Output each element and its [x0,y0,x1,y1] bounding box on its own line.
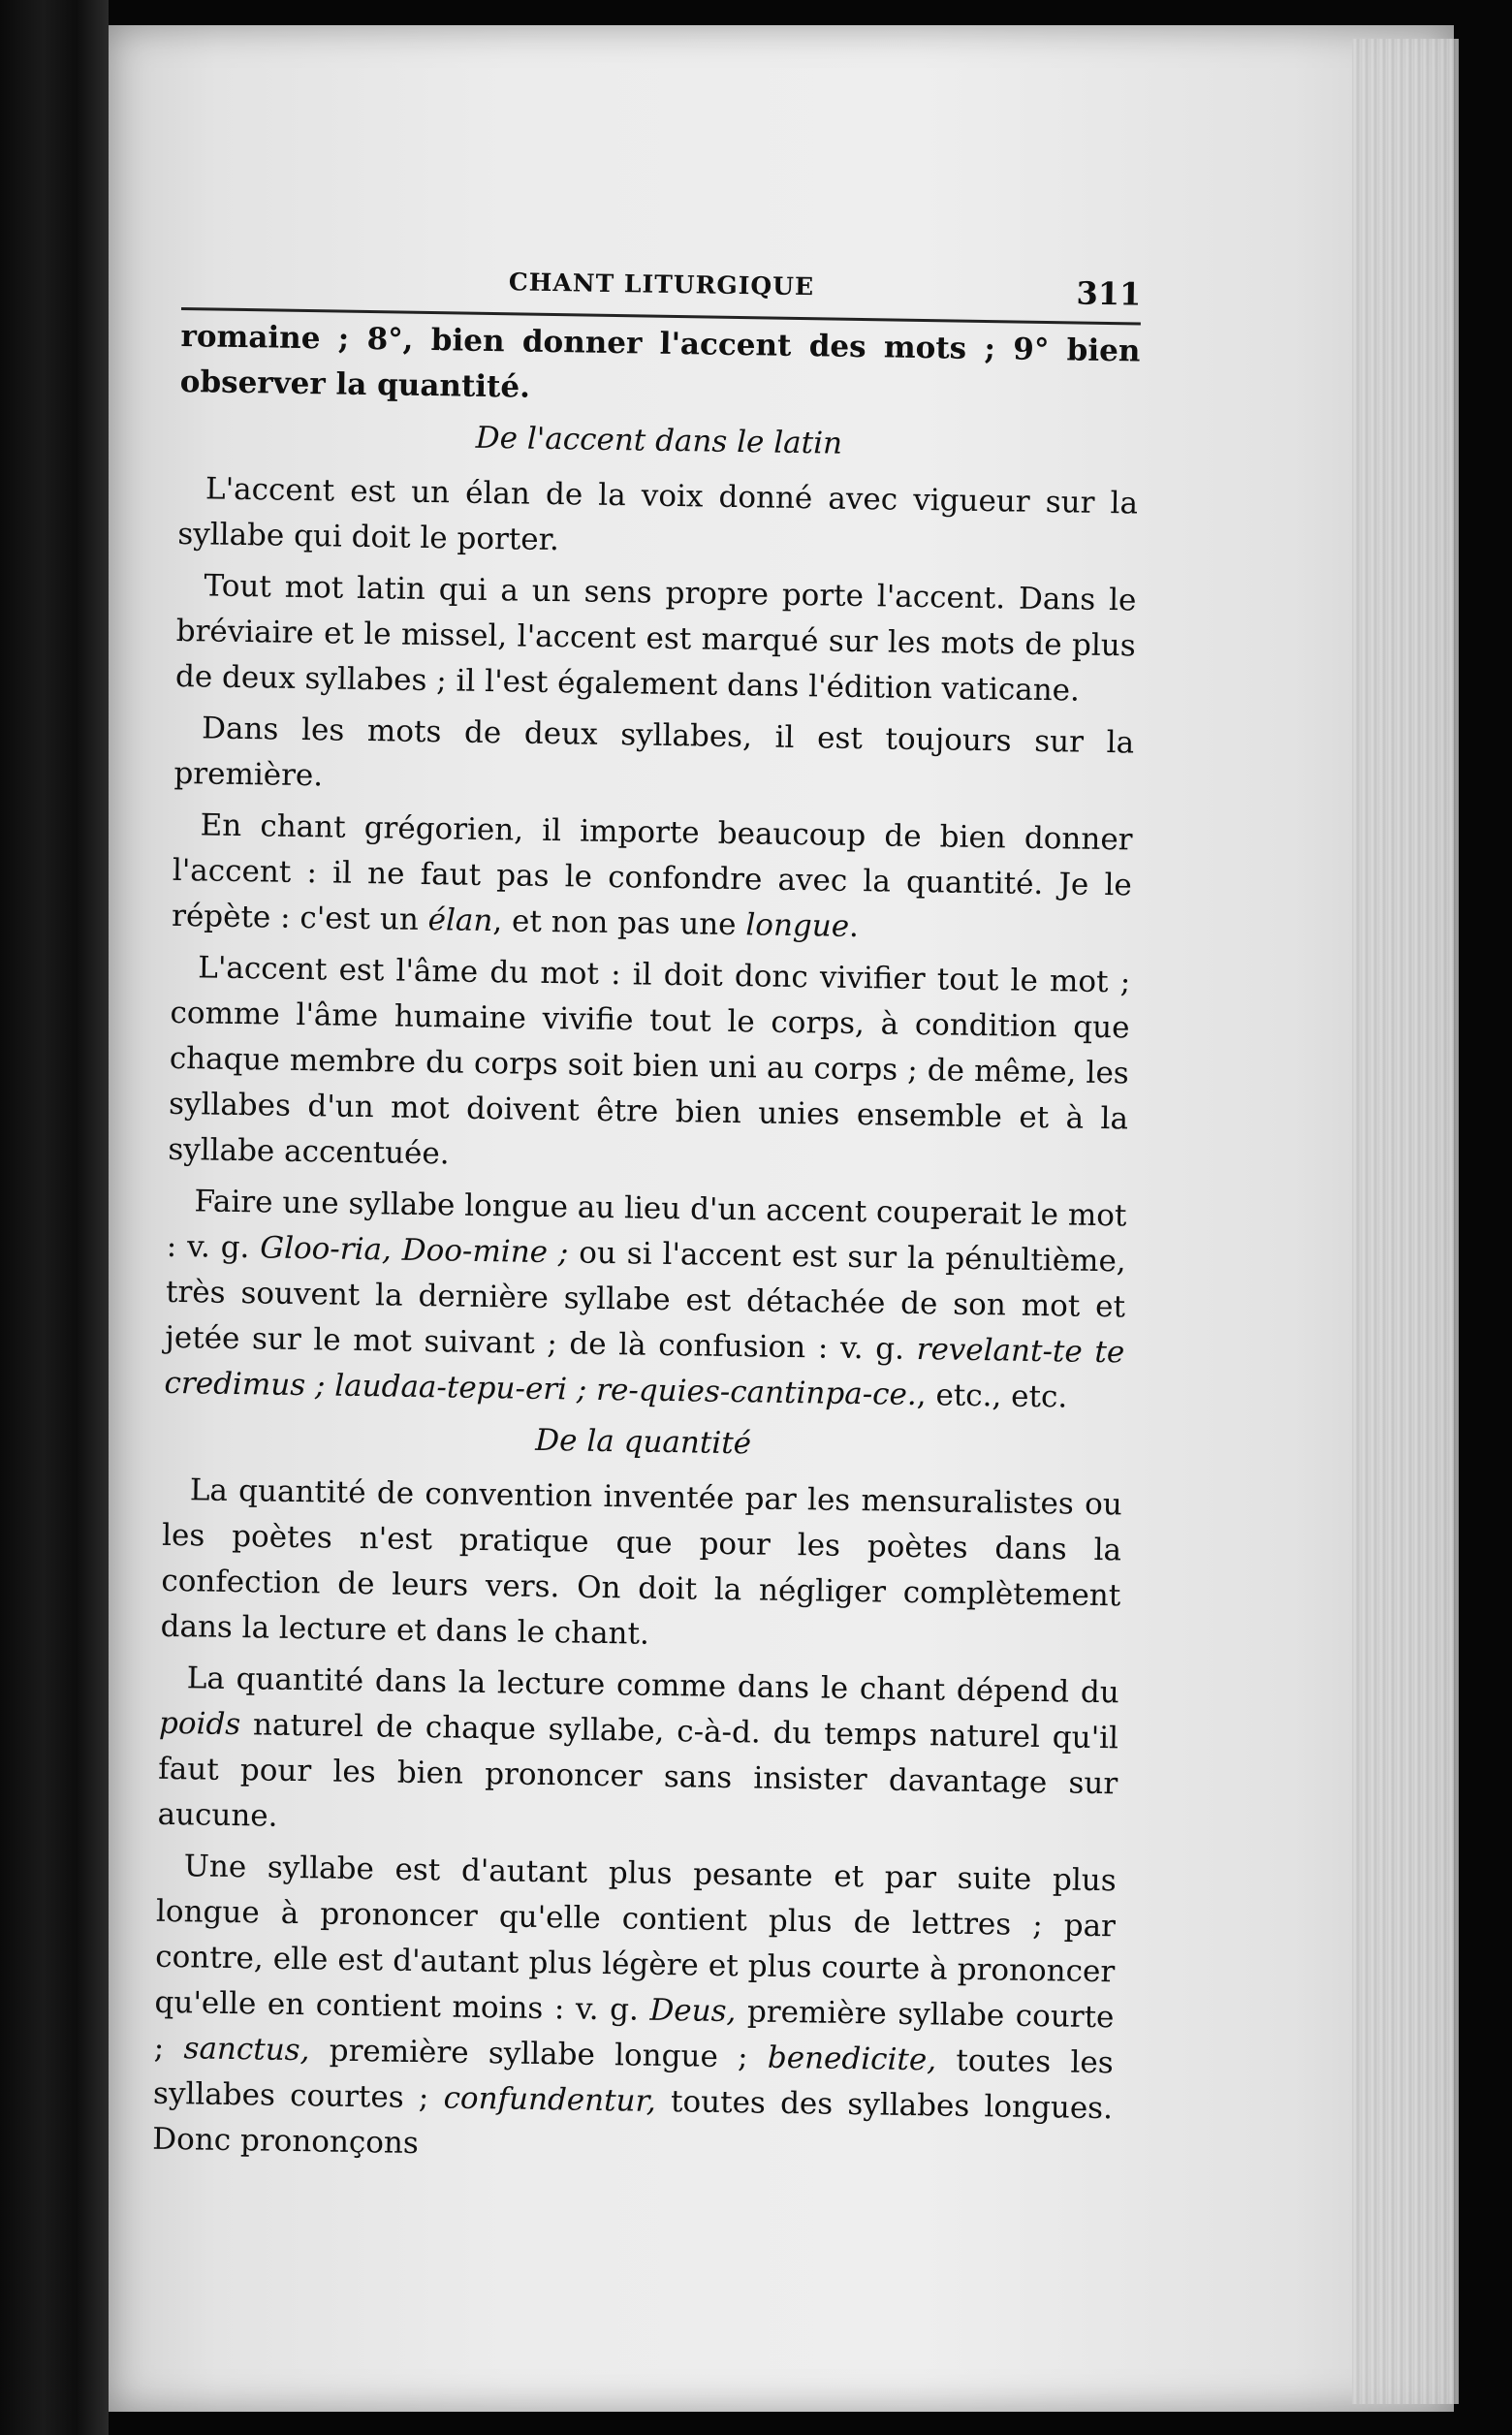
p8-text-b: naturel de chaque syllabe, c-à-d. du temps naturel qu'il faut pour les bien prononcer sans insister davantage sur aucune. [157,1707,1119,1834]
p9-text-b: première syllabe courte ; [153,1994,1115,2067]
p9-text-a: Une syllabe est d'autant plus pesante et par suite plus longue à prononcer qu'elle contient plus de lettres ; par contre, elle est d'autant plus légère et plus courte à prononcer qu'elle en contient moins : v. g. [154,1849,1117,2028]
p4-elan: élan [427,902,493,939]
p6-text-a: Faire une syllabe longue au lieu d'un accent couperait le mot : v. g. [166,1184,1127,1266]
p9-benedicite: benedicite, [767,2040,937,2078]
p4-text-a: En chant grégorien, il importe beaucoup de bien donner l'accent : il ne faut pas le confondre avec la quantité. Je le répète : c'est un [171,807,1133,938]
paragraph-1: L'accent est un élan de la voix donné avec vigueur sur la syllabe qui doit le porter. [177,471,1139,558]
paragraph-4 [172,803,1133,955]
paragraph-8 [157,1656,1119,1853]
body-text [152,314,1141,2177]
p9-text-d: toutes les syllabes courtes ; [152,2042,1114,2116]
p6-example-2: revelant-te te credimus ; laudaa-tepu-eri ; re-quies-cantinpa-ce. [164,1332,1125,1413]
paragraph-3: Dans les mots de deux syllabes, il est toujours sur la première. [173,711,1135,794]
running-title: CHANT LITURGIQUE [508,268,815,301]
p6-text-b: ou si l'accent est sur la pénultième, très souvent la dernière syllabe est détachée de son mot et jetée sur le mot suivant ; de là confusion : v. g. [165,1235,1126,1368]
p9-sanctus: sanctus, [183,2031,310,2069]
p4-text-b: , et non pas une [492,903,746,943]
paragraph-2: Tout mot latin qui a un sens propre porte l'accent. Dans le bréviaire et le missel, l'accent est marqué sur les mots de plus de deux syllabes ; il l'est également dans l'édition vaticane. [174,568,1137,709]
p6-example-1: Gloo-ria, Doo-mine ; [260,1230,569,1271]
paragraph-6 [164,1179,1127,1422]
page-number: 311 [1076,274,1142,313]
p9-text-e: toutes des syllabes longues. Donc prononçons [152,2083,1114,2162]
heading-accent: De l'accent dans le latin [475,420,843,461]
paragraph-5: L'accent est l'âme du mot : il doit donc vivifier tout le mot ; comme l'âme humaine vivifie tout le corps, à condition que chaque membre du corps soit bien uni au corps ; de même, les syllabes d'un mot doivent être bien unies ensemble et à la syllabe accentuée. [168,950,1131,1172]
p4-text-c: . [848,908,860,945]
text-block [152,247,1142,2183]
page-edges [1352,39,1459,2404]
p9-text-c: première syllabe longue ; [309,2033,769,2075]
paragraph-7: La quantité de convention inventée par les mensuralistes ou les poètes n'est pratique que pour les poètes dans la confection de leurs vers. On doit la négliger complètement dans la lecture et dans le chant. [160,1472,1123,1652]
continuation-line: romaine ; 8°, bien donner l'accent des mots ; 9° bien observer la quantité. [179,318,1141,405]
p8-poids: poids [158,1705,241,1743]
p9-deus: Deus, [649,1992,737,2030]
p4-longue: longue [745,907,850,944]
paragraph-9 [152,1844,1117,2178]
p8-text-a: La quantité dans la lecture comme dans le chant dépend du [186,1660,1119,1711]
heading-quantite: De la quantité [535,1422,752,1462]
book-spine-shadow [0,0,109,2435]
p9-confundentur: confundentur, [443,2080,657,2119]
p6-text-c: , etc., etc. [916,1377,1068,1415]
